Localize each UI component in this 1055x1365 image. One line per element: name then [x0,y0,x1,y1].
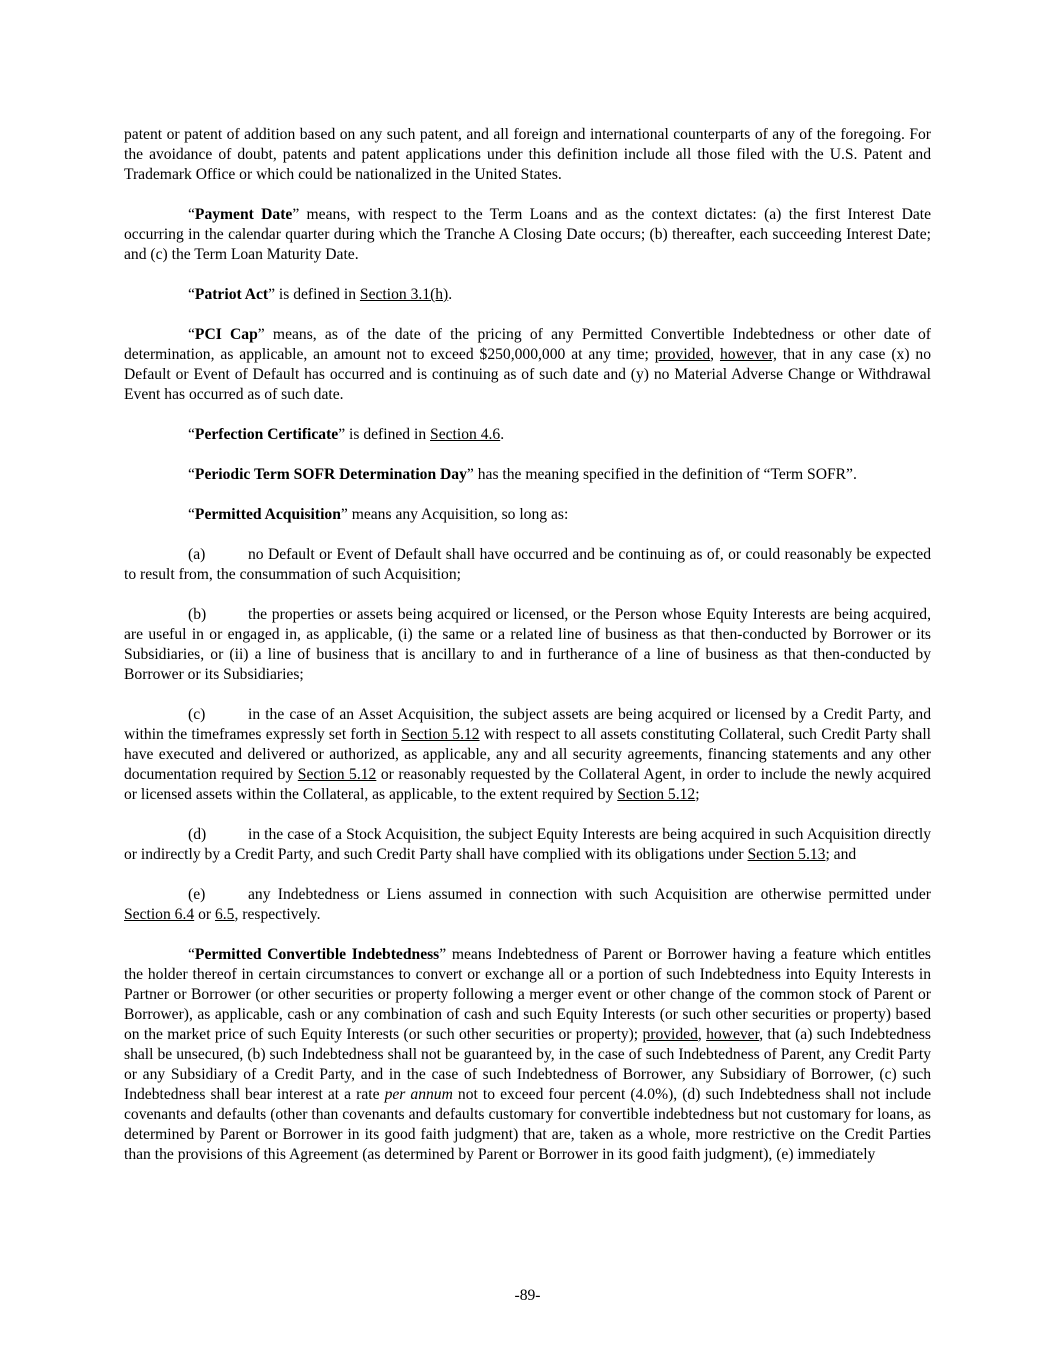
definition-permitted-acquisition: “Permitted Acquisition” means any Acquisition, so long as: [188,506,569,523]
list-item-a: (a) no Default or Event of Default shall have occurred and be continuing as of, or could reasonably be expected to result from, the consummation of such Acquisition; [124,546,931,583]
latin-phrase: per annum [384,1086,453,1103]
list-item-e: (e) any Indebtedness or Liens assumed in connection with such Acquisition are otherwise permitted under Section 6.4 or 6.5, respectively. [124,886,931,923]
defined-term: Permitted Acquisition [194,506,341,523]
definition-permitted-convertible-indebtedness: “Permitted Convertible Indebtedness” means Indebtedness of Parent or Borrower having a feature which entitles the holder thereof in certain circumstances to convert or exchange all or a portion of such Indebtedness into Equity Interests in Partner or Borrower (or other securities or property following a merger event or other change of the common stock of Parent or Borrower), as applicable, cash or any combination of cash and such Equity Interests (or such other securities or property) based on the market price of such Equity Interests (or such other securities or property); provided, however, that (a) such Indebtedness shall be unsecured, (b) such Indebtedness shall not be guaranteed by, in the case of such Indebtedness of Parent, any Credit Party or any Subsidiary of a Credit Party, and in the case of such Indebtedness of Borrower, any Subsidiary of Borrower, (c) such Indebtedness shall bear interest at a rate per annum not to exceed four percent (4.0%), (d) such Indebtedness shall not include covenants and defaults (other than covenants and defaults customary for convertible indebtedness but not customary for loans, as determined by Parent or Borrower in its good faith judgment) that are, taken as a whole, more restrictive on the Credit Parties than the provisions of this Agreement (as determined by Parent or Borrower in its good faith judgment), (e) immediately [124,946,932,1163]
section-reference: Section 5.13 [747,846,826,863]
definition-pci-cap: “PCI Cap” means, as of the date of the pricing of any Permitted Convertible Indebtedness or other date of determination, as applicable, an amount not to exceed $250,000,000 at any time; provided, however, that in any case (x) no Default or Event of Default has occurred and is continuing as of such date and (y) no Material Adverse Change or Withdrawal Event has occurred as of such date. [124,326,932,403]
patent-definition-continuation: patent or patent of addition based on any such patent, and all foreign and international counterparts of any of the foregoing. For the avoidance of doubt, patents and patent applications under this definition include all those filed with the U.S. Patent and Trademark Office or which could be nationalized in the United States. [124,126,931,183]
section-reference: Section 4.6 [430,426,501,443]
defined-term: Payment Date [194,206,293,223]
list-label: (e) [188,886,206,903]
defined-term: Permitted Convertible Indebtedness [194,946,440,963]
page-number: -89- [514,1287,541,1304]
proviso-provided: provided [642,1026,698,1043]
defined-term: Perfection Certificate [194,426,339,443]
section-reference: Section 6.4 [124,906,195,923]
list-label: (a) [188,546,206,563]
definition-payment-date: “Payment Date” means, with respect to the Term Loans and as the context dictates: (a) the first Interest Date occurring in the calendar quarter during which the Tranche A Closing Date occurs; (b) thereafter, each succeeding Interest Date; and (c) the Term Loan Maturity Date. [124,206,932,263]
section-reference: Section 5.12 [401,726,480,743]
section-reference: Section 5.12 [617,786,696,803]
section-reference: Section 3.1(h) [359,286,449,303]
defined-term: PCI Cap [194,326,258,343]
definition-patriot-act: “Patriot Act” is defined in Section 3.1(h). [188,286,453,303]
proviso-however: however [706,1026,760,1043]
list-label: (d) [188,826,207,843]
document-body [124,125,931,1185]
proviso-provided: provided [654,346,711,363]
list-item-b: (b) the properties or assets being acquired or licensed, or the Person whose Equity Interests are being acquired, are useful in or engaged in, as applicable, (i) the same or a related line of business as that then-conducted by Borrower or its Subsidiaries, or (ii) a line of business that is ancillary to and in furtherance of a line of business as that then-conducted by Borrower or its Subsidiaries; [124,606,931,683]
list-label: (b) [188,606,207,623]
definition-perfection-certificate: “Perfection Certificate” is defined in Section 4.6. [188,426,505,443]
list-item-d: (d) in the case of a Stock Acquisition, the subject Equity Interests are being acquired in such Acquisition directly or indirectly by a Credit Party, and such Credit Party shall have complied with its obligations under Section 5.13; and [124,826,931,863]
section-reference: Section 5.12 [297,766,377,783]
list-item-c: (c) in the case of an Asset Acquisition, the subject assets are being acquired or licensed by a Credit Party, and within the timeframes expressly set forth in Section 5.12 with respect to all assets constituting Collateral, such Credit Party shall have executed and delivered or authorized, as applicable, any and all security agreements, financing statements and any other documentation required by Section 5.12 or reasonably requested by the Collateral Agent, in order to include the newly acquired or licensed assets within the Collateral, as applicable, to the extent required by Section 5.12; [124,706,931,803]
defined-term: Periodic Term SOFR Determination Day [194,466,467,483]
section-reference: 6.5 [214,906,235,923]
definition-periodic-term-sofr: “Periodic Term SOFR Determination Day” has the meaning specified in the definition of “Term SOFR”. [188,466,857,483]
proviso-however: however, [719,346,777,363]
list-label: (c) [188,706,206,723]
defined-term: Patriot Act [194,286,269,303]
